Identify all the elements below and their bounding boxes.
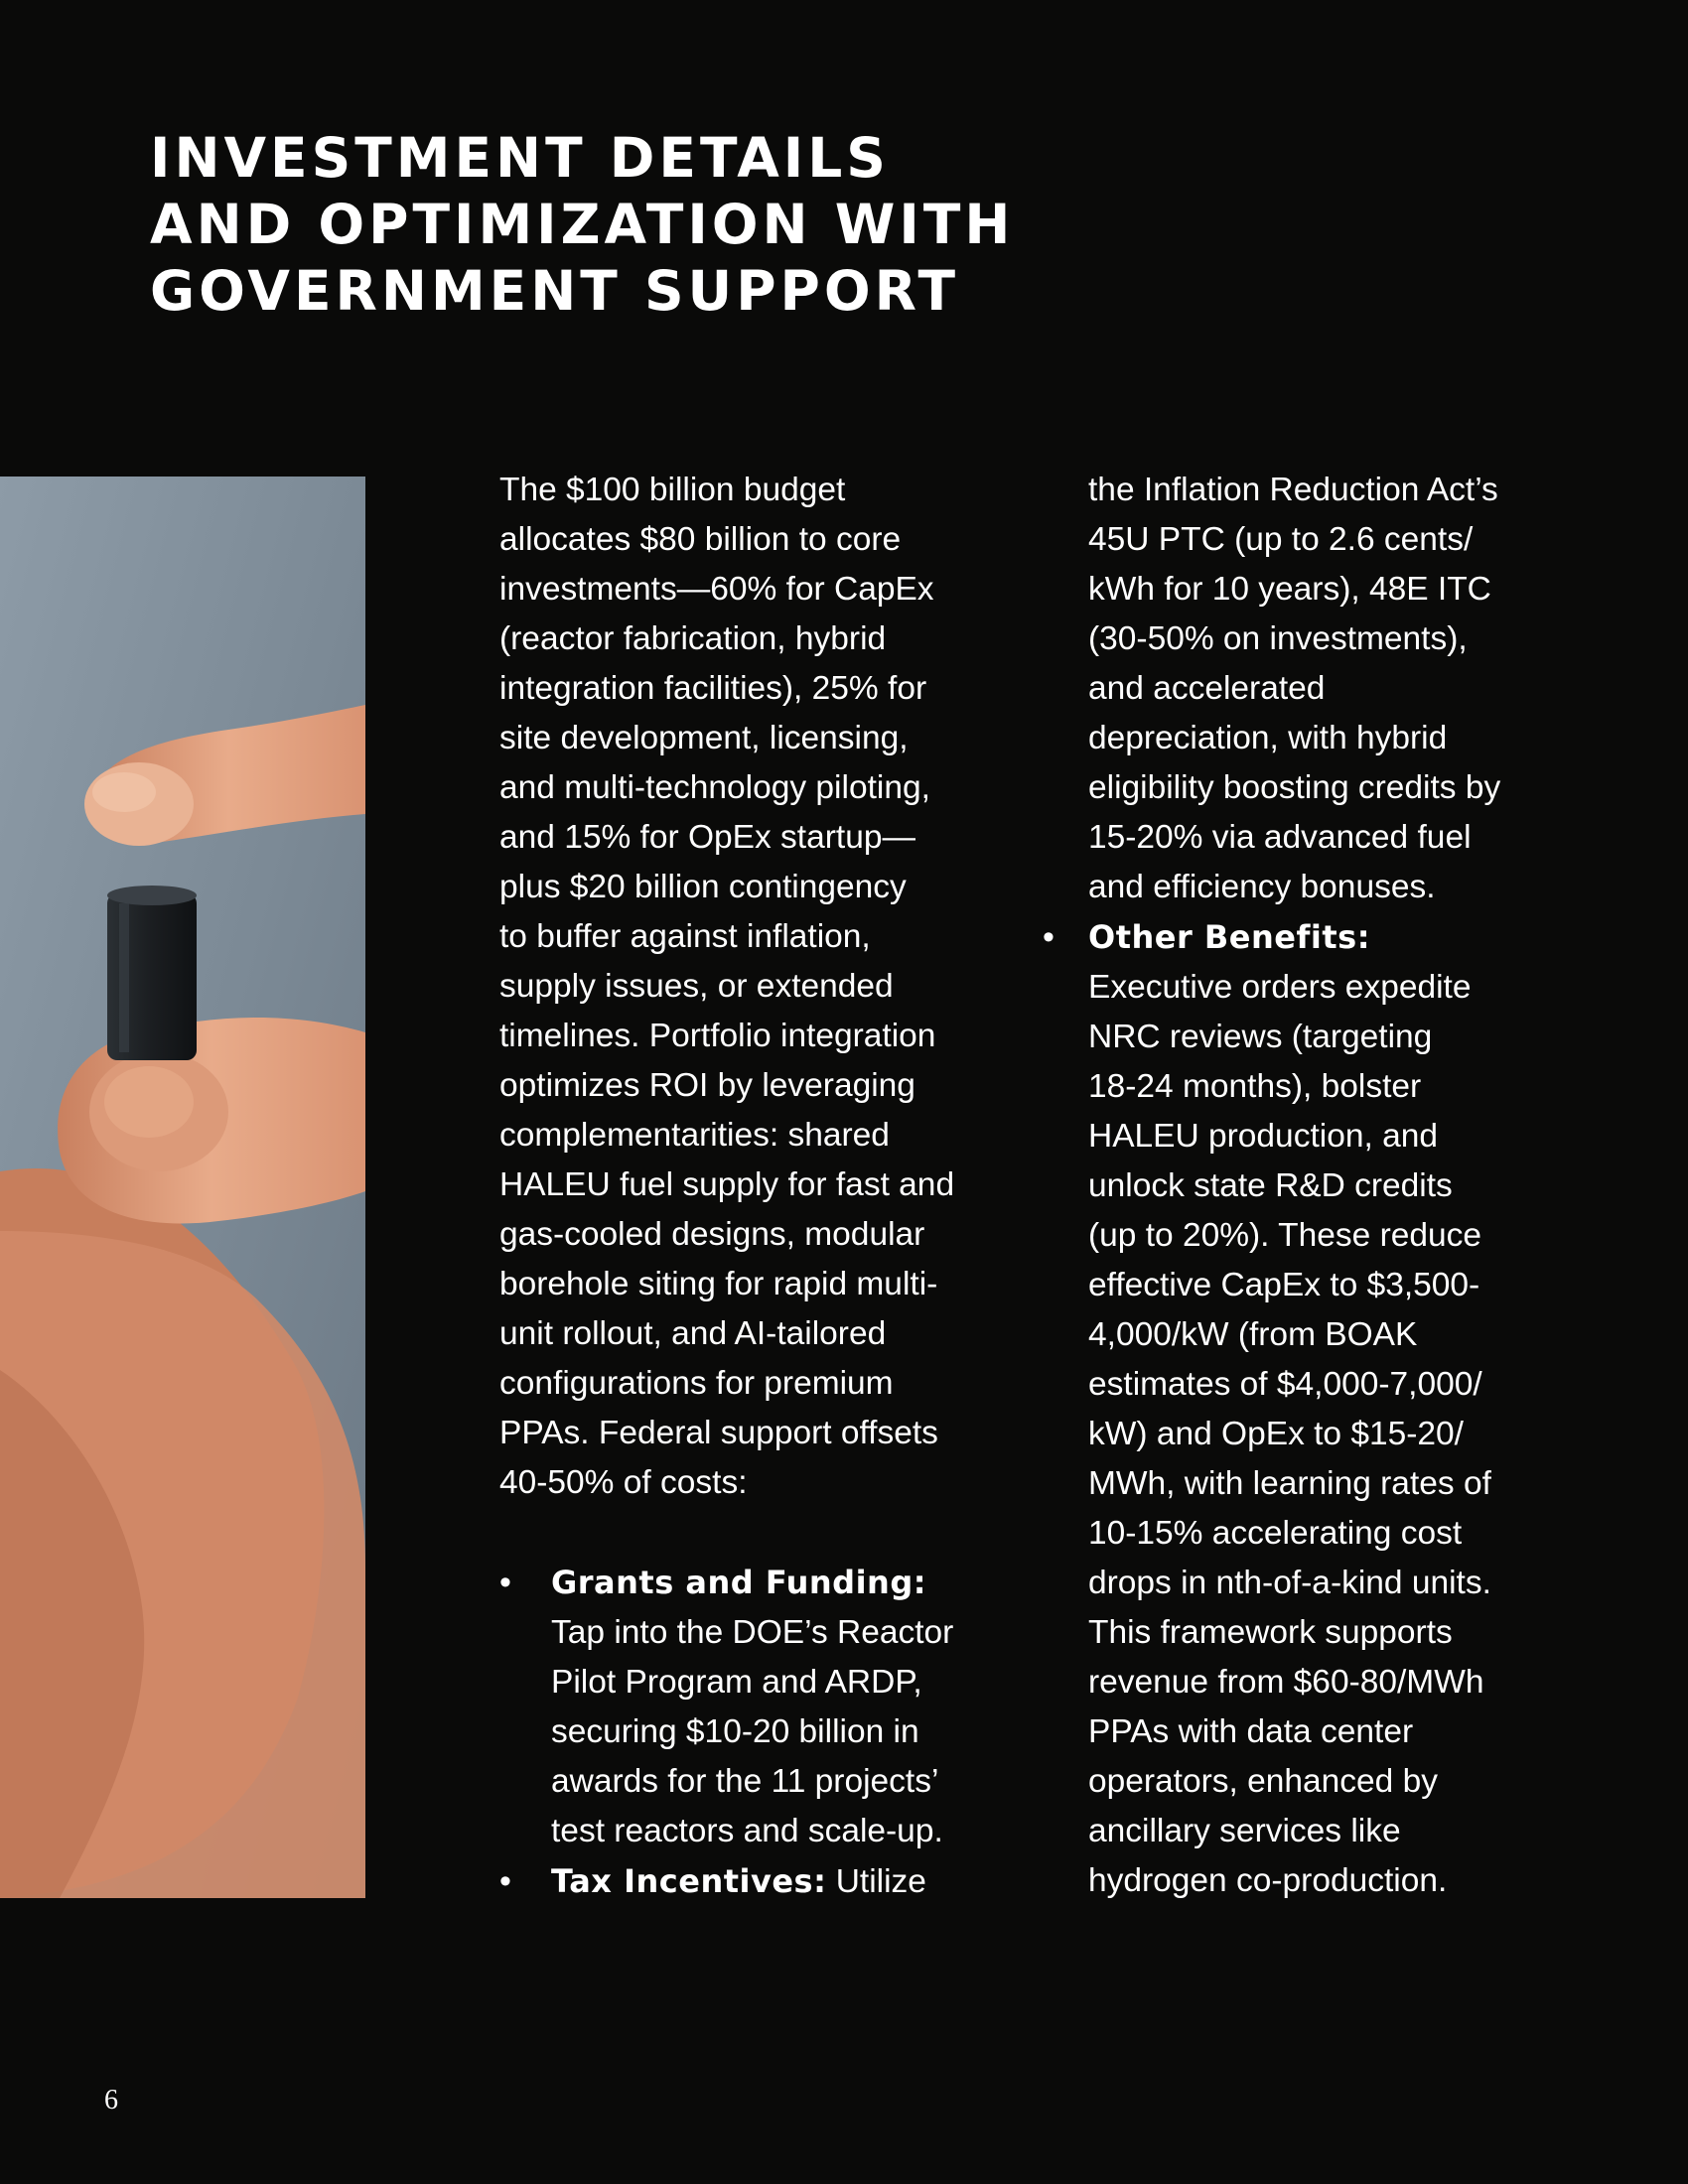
bullet-line: 18-24 months), bolster <box>1088 1068 1422 1105</box>
bullet-line: hydrogen co-production. <box>1088 1862 1448 1899</box>
paragraph-line: site development, licensing, <box>499 720 909 756</box>
bullet-dot: • <box>499 1564 511 1601</box>
bullet-line: unlock state R&D credits <box>1088 1167 1453 1204</box>
tax-term: Tax Incentives: <box>551 1862 827 1900</box>
paragraph-line: allocates $80 billion to core <box>499 521 902 558</box>
bullet-line: and accelerated <box>1088 670 1326 707</box>
paragraph-line: configurations for premium <box>499 1365 894 1402</box>
paragraph-line: borehole siting for rapid multi- <box>499 1266 938 1302</box>
other-benefits-term: Other Benefits: <box>1088 918 1371 956</box>
paragraph-line: (reactor fabrication, hybrid <box>499 620 887 657</box>
bullet-line: revenue from $60-80/MWh <box>1088 1664 1484 1701</box>
budget-paragraph <box>499 466 1026 1508</box>
page-number: 6 <box>104 2085 118 2116</box>
bullet-line: kW) and OpEx to $15-20/ <box>1088 1416 1464 1452</box>
paragraph-line: The $100 billion budget <box>499 472 846 508</box>
bullet-grants-heading <box>499 1558 1026 1608</box>
paragraph-line: supply issues, or extended <box>499 968 894 1005</box>
bullet-line: (up to 20%). These reduce <box>1088 1217 1482 1254</box>
paragraph-line: timelines. Portfolio integration <box>499 1018 936 1054</box>
paragraph-line: HALEU fuel supply for fast and <box>499 1166 955 1203</box>
bullet-line: NRC reviews (targeting <box>1088 1019 1433 1055</box>
paragraph-line: PPAs. Federal support offsets <box>499 1415 938 1451</box>
bullet-line: 45U PTC (up to 2.6 cents/ <box>1088 521 1474 558</box>
bullet-tax-continued <box>1043 466 1579 912</box>
title-line-2: AND OPTIMIZATION WITH <box>150 193 1015 256</box>
grants-term: Grants and Funding: <box>551 1564 927 1601</box>
bullet-line: ancillary services like <box>1088 1813 1401 1849</box>
bullet-dot: • <box>499 1862 511 1900</box>
fuel-pellet-photo <box>0 477 365 1898</box>
paragraph-line: to buffer against inflation, <box>499 918 871 955</box>
paragraph-line: and multi-technology piloting, <box>499 769 930 806</box>
bullet-other-benefits <box>1043 912 1579 1906</box>
bullet-line: securing $10-20 billion in <box>551 1713 919 1750</box>
paragraph-line: unit rollout, and AI-tailored <box>499 1315 887 1352</box>
hand-holding-pellet-image <box>0 477 365 1898</box>
bullet-line: (30-50% on investments), <box>1088 620 1468 657</box>
bullet-line: awards for the 11 projects’ <box>551 1763 939 1800</box>
left-text-column <box>499 466 1026 1907</box>
bullet-line: 10-15% accelerating cost <box>1088 1515 1463 1552</box>
paragraph-line: integration facilities), 25% for <box>499 670 927 707</box>
bullet-line: estimates of $4,000-7,000/ <box>1088 1366 1482 1403</box>
bullet-line: operators, enhanced by <box>1088 1763 1438 1800</box>
bullet-line: Executive orders expedite <box>1088 969 1472 1006</box>
bullet-line: eligibility boosting credits by <box>1088 769 1501 806</box>
title-line-1: INVESTMENT DETAILS <box>150 126 890 190</box>
bullet-line: Pilot Program and ARDP, <box>551 1664 922 1701</box>
page-title <box>150 125 1143 325</box>
bullet-line: and efficiency bonuses. <box>1088 869 1436 905</box>
bullet-line: PPAs with data center <box>1088 1713 1414 1750</box>
bullet-line: the Inflation Reduction Act’s <box>1088 472 1498 508</box>
bullet-line: depreciation, with hybrid <box>1088 720 1448 756</box>
right-text-column <box>1043 466 1579 1906</box>
bullet-other-heading <box>1043 912 1579 963</box>
paragraph-line: investments—60% for CapEx <box>499 571 934 608</box>
paragraph-gap <box>499 1508 1026 1558</box>
paragraph-line: gas-cooled designs, modular <box>499 1216 925 1253</box>
title-line-3: GOVERNMENT SUPPORT <box>150 259 959 323</box>
bullet-line: MWh, with learning rates of <box>1088 1465 1491 1502</box>
bullet-line: effective CapEx to $3,500- <box>1088 1267 1480 1303</box>
paragraph-line: 40-50% of costs: <box>499 1464 748 1501</box>
bullet-line: HALEU production, and <box>1088 1118 1438 1155</box>
paragraph-line: optimizes ROI by leveraging <box>499 1067 915 1104</box>
bullet-line: Tap into the DOE’s Reactor <box>551 1614 954 1651</box>
bullet-line: 15-20% via advanced fuel <box>1088 819 1472 856</box>
tax-first-text: Utilize <box>826 1863 926 1900</box>
bullet-tax-heading <box>499 1856 1026 1907</box>
bullet-tax <box>499 1856 1026 1907</box>
bullet-grants <box>499 1558 1026 1856</box>
paragraph-line: plus $20 billion contingency <box>499 869 907 905</box>
bullet-line: drops in nth-of-a-kind units. <box>1088 1565 1491 1601</box>
paragraph-line: complementarities: shared <box>499 1117 890 1154</box>
bullet-line: test reactors and scale-up. <box>551 1813 943 1849</box>
bullet-line: kWh for 10 years), 48E ITC <box>1088 571 1491 608</box>
paragraph-line: and 15% for OpEx startup— <box>499 819 915 856</box>
bullet-dot: • <box>1043 918 1055 956</box>
bullet-line: This framework supports <box>1088 1614 1453 1651</box>
bullet-line: 4,000/kW (from BOAK <box>1088 1316 1418 1353</box>
